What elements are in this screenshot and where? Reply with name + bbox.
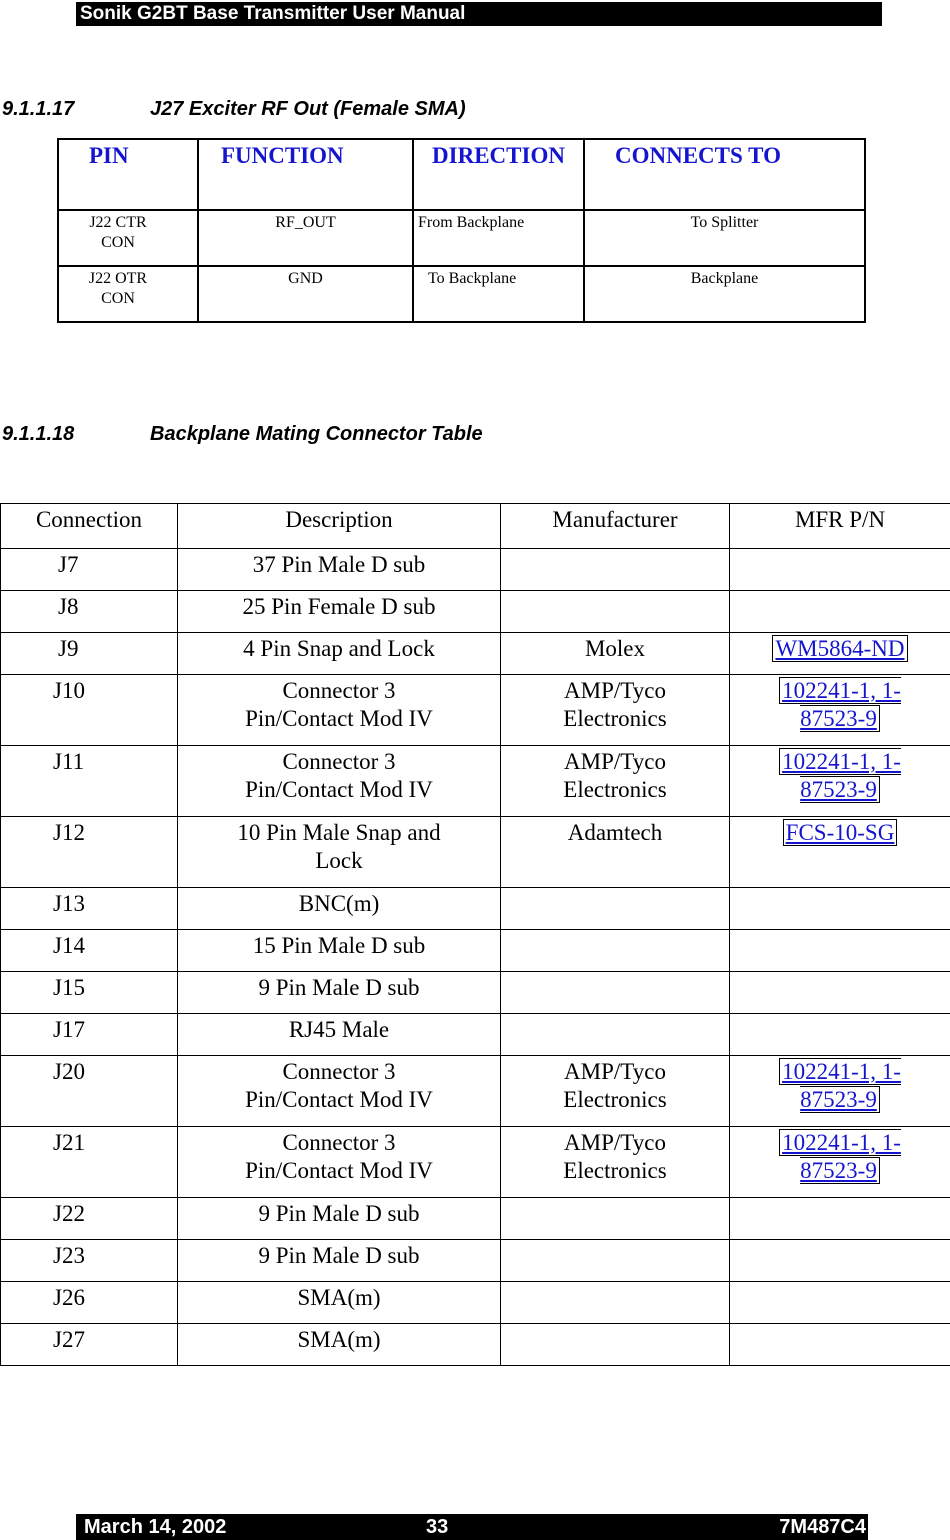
manufacturer-cell [501, 1324, 730, 1366]
table-row [1, 1198, 950, 1240]
mfr-pn-cell [730, 1282, 950, 1324]
section-number: 9.1.1.18 [2, 423, 75, 445]
description-header: Description [178, 504, 501, 549]
direction-cell: From Backplane [413, 210, 584, 266]
manufacturer-cell [501, 549, 730, 591]
connection-cell: J26 [1, 1282, 178, 1324]
table-row [1, 591, 950, 633]
description-cell: 25 Pin Female D sub [178, 591, 501, 633]
mfr-pn-cell [730, 1198, 950, 1240]
description-cell: 10 Pin Male Snap and Lock [178, 817, 501, 888]
table-row [1, 972, 950, 1014]
manufacturer-cell [501, 1282, 730, 1324]
part-number-text[interactable]: WM5864-ND [772, 635, 907, 662]
description-cell: 4 Pin Snap and Lock [178, 633, 501, 675]
part-number-link[interactable] [765, 1129, 915, 1185]
pin-label: J22 OTR CON [88, 270, 148, 307]
part-number-text[interactable]: 102241-1, 1-87523-9 [779, 1058, 901, 1113]
description-cell: Connector 3 Pin/Contact Mod IV [178, 1127, 501, 1198]
function-cell: GND [198, 266, 413, 322]
description-cell: Connector 3 Pin/Contact Mod IV [178, 1056, 501, 1127]
description-cell: 37 Pin Male D sub [178, 549, 501, 591]
part-number-link[interactable] [772, 635, 907, 663]
connection-cell: J15 [1, 972, 178, 1014]
manufacturer-cell: AMP/Tyco Electronics [501, 675, 730, 746]
function-header: FUNCTION [198, 139, 413, 210]
table-row [1, 1282, 950, 1324]
description-cell: Connector 3 Pin/Contact Mod IV [178, 675, 501, 746]
connection-cell: J14 [1, 930, 178, 972]
mfr-pn-header: MFR P/N [730, 504, 950, 549]
function-cell: RF_OUT [198, 210, 413, 266]
table-row [1, 633, 950, 675]
description-cell: Connector 3 Pin/Contact Mod IV [178, 746, 501, 817]
connection-cell: J22 [1, 1198, 178, 1240]
connects-to-cell: Backplane [584, 266, 865, 322]
table-row [1, 930, 950, 972]
section-title: J27 Exciter RF Out (Female SMA) [150, 98, 466, 120]
connection-cell: J17 [1, 1014, 178, 1056]
pin-label: J22 CTR CON [89, 214, 147, 251]
description-cell: 9 Pin Male D sub [178, 972, 501, 1014]
manufacturer-cell [501, 1198, 730, 1240]
table-row [1, 1324, 950, 1366]
mfr-pn-cell [730, 930, 950, 972]
connection-header: Connection [1, 504, 178, 549]
connector-table-header [1, 504, 950, 549]
mfr-pn-cell [730, 1014, 950, 1056]
connection-cell: J27 [1, 1324, 178, 1366]
part-number-text[interactable]: FCS-10-SG [783, 819, 898, 846]
table-row [1, 1014, 950, 1056]
part-number-link[interactable] [765, 748, 915, 804]
footer-date: March 14, 2002 [84, 1516, 227, 1538]
description-cell: 15 Pin Male D sub [178, 930, 501, 972]
part-number-text[interactable]: 102241-1, 1-87523-9 [779, 677, 901, 732]
mfr-pn-cell [730, 888, 950, 930]
pin-table [57, 138, 866, 323]
manufacturer-cell: AMP/Tyco Electronics [501, 1056, 730, 1127]
connection-cell: J10 [1, 675, 178, 746]
connection-cell: J21 [1, 1127, 178, 1198]
description-cell: 9 Pin Male D sub [178, 1198, 501, 1240]
footer-page-number: 33 [426, 1516, 449, 1538]
manufacturer-cell: Molex [501, 633, 730, 675]
mfr-pn-cell [730, 675, 950, 746]
manufacturer-cell [501, 1014, 730, 1056]
part-number-link[interactable] [783, 819, 898, 847]
section-heading-9-1-1-17 [2, 98, 466, 121]
connector-table [0, 503, 950, 1366]
part-number-link[interactable] [765, 1058, 915, 1114]
mfr-pn-cell [730, 746, 950, 817]
table-row [1, 675, 950, 746]
connection-cell: J11 [1, 746, 178, 817]
manufacturer-cell [501, 1240, 730, 1282]
connection-cell: J7 [1, 549, 178, 591]
manufacturer-cell [501, 972, 730, 1014]
header-bar [76, 2, 882, 26]
mfr-pn-cell [730, 1240, 950, 1282]
connection-cell: J20 [1, 1056, 178, 1127]
section-number: 9.1.1.17 [2, 98, 75, 120]
part-number-text[interactable]: 102241-1, 1-87523-9 [779, 748, 901, 803]
direction-cell: To Backplane [413, 266, 584, 322]
pin-cell [58, 210, 198, 266]
mfr-pn-cell [730, 1324, 950, 1366]
mfr-pn-cell [730, 817, 950, 888]
manufacturer-cell [501, 930, 730, 972]
section-heading-9-1-1-18 [2, 423, 483, 446]
manufacturer-header: Manufacturer [501, 504, 730, 549]
footer-bar [76, 1514, 868, 1540]
description-cell: 9 Pin Male D sub [178, 1240, 501, 1282]
mfr-pn-cell [730, 1056, 950, 1127]
manufacturer-cell: AMP/Tyco Electronics [501, 746, 730, 817]
mfr-pn-cell [730, 549, 950, 591]
connection-cell: J8 [1, 591, 178, 633]
mfr-pn-cell [730, 591, 950, 633]
section-title: Backplane Mating Connector Table [150, 423, 483, 445]
connects-to-header: CONNECTS TO [584, 139, 865, 210]
table-row [1, 888, 950, 930]
part-number-link[interactable] [765, 677, 915, 733]
manufacturer-cell [501, 888, 730, 930]
direction-header: DIRECTION [413, 139, 584, 210]
description-cell: SMA(m) [178, 1282, 501, 1324]
mfr-pn-cell [730, 972, 950, 1014]
connection-cell: J13 [1, 888, 178, 930]
table-row [1, 1240, 950, 1282]
pin-header: PIN [58, 139, 198, 210]
mfr-pn-cell [730, 633, 950, 675]
part-number-text[interactable]: 102241-1, 1-87523-9 [779, 1129, 901, 1184]
footer-doc-id: 7M487C4 [779, 1516, 866, 1538]
table-row [1, 549, 950, 591]
table-row [1, 746, 950, 817]
header-title: Sonik G2BT Base Transmitter User Manual [80, 3, 466, 24]
pin-table-row [58, 266, 865, 322]
table-row [1, 1127, 950, 1198]
pin-table-header [58, 139, 865, 210]
connection-cell: J9 [1, 633, 178, 675]
table-row [1, 817, 950, 888]
mfr-pn-cell [730, 1127, 950, 1198]
manufacturer-cell [501, 591, 730, 633]
pin-table-row [58, 210, 865, 266]
description-cell: BNC(m) [178, 888, 501, 930]
connects-to-cell: To Splitter [584, 210, 865, 266]
table-row [1, 1056, 950, 1127]
description-cell: RJ45 Male [178, 1014, 501, 1056]
connection-cell: J12 [1, 817, 178, 888]
manufacturer-cell: AMP/Tyco Electronics [501, 1127, 730, 1198]
pin-cell [58, 266, 198, 322]
connection-cell: J23 [1, 1240, 178, 1282]
manufacturer-cell: Adamtech [501, 817, 730, 888]
description-cell: SMA(m) [178, 1324, 501, 1366]
